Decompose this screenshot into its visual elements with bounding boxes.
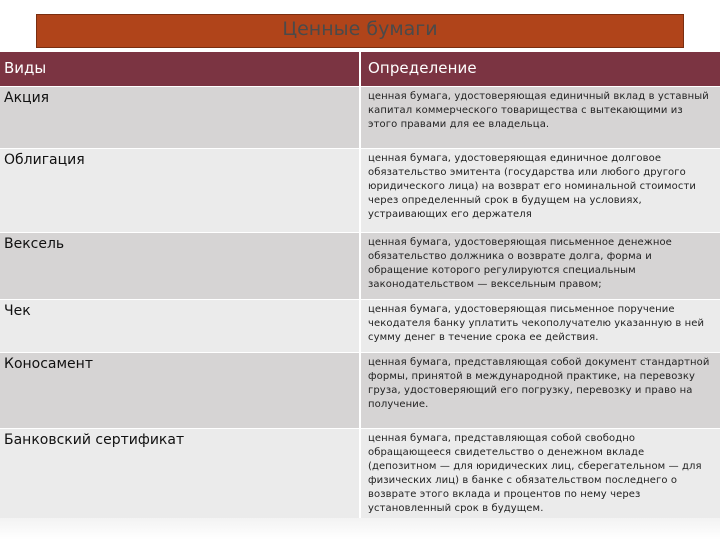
table-row: [0, 429, 720, 524]
table-row: [0, 233, 720, 300]
row-name: Акция: [0, 87, 359, 148]
column-header-types: Виды: [0, 52, 359, 86]
table-header-row: [0, 52, 720, 87]
table-row: [0, 87, 720, 149]
table-row: [0, 149, 720, 233]
row-definition: ценная бумага, представляющая собой документ стандартной формы, принятой в международной практике, на перевозку груза, удостоверяющий его погрузку, перевозку и право на получение.: [361, 353, 720, 428]
row-name: Чек: [0, 300, 359, 352]
table-row: [0, 300, 720, 353]
page-title: Ценные бумаги: [282, 18, 438, 40]
row-definition: ценная бумага, удостоверяющая единичное долговое обязательство эмитента (государства или любого другого юридического лица) на возврат его номинальной стоимости через определенный срок в будущем на условиях, устраивающих его держателя: [361, 149, 720, 232]
row-name: Банковский сертификат: [0, 429, 359, 523]
securities-table: [0, 52, 720, 524]
row-name: Вексель: [0, 233, 359, 299]
row-definition: ценная бумага, удостоверяющая письменное денежное обязательство должника о возврате долга, форма и обращение которого регулируются специальным законодательством — вексельным правом;: [361, 233, 720, 299]
bottom-shadow: [0, 518, 720, 540]
row-name: Облигация: [0, 149, 359, 232]
row-definition: ценная бумага, удостоверяющая письменное поручение чекодателя банку уплатить чекополучателю указанную в ней сумму денег в течение срока ее действия.: [361, 300, 720, 352]
row-definition: ценная бумага, удостоверяющая единичный вклад в уставный капитал коммерческого товарищества с вытекающими из этого правами для ее владельца.: [361, 87, 720, 148]
row-name: Коносамент: [0, 353, 359, 428]
row-definition: ценная бумага, представляющая собой свободно обращающееся свидетельство о денежном вкладе (депозитном — для юридических лиц, сберегательном — для физических лиц) в банке с обязательством последнего о возврате этого вклада и процентов по нему через установленный срок в будущем.: [361, 429, 720, 523]
table-row: [0, 353, 720, 429]
column-header-definition: Определение: [361, 52, 720, 86]
